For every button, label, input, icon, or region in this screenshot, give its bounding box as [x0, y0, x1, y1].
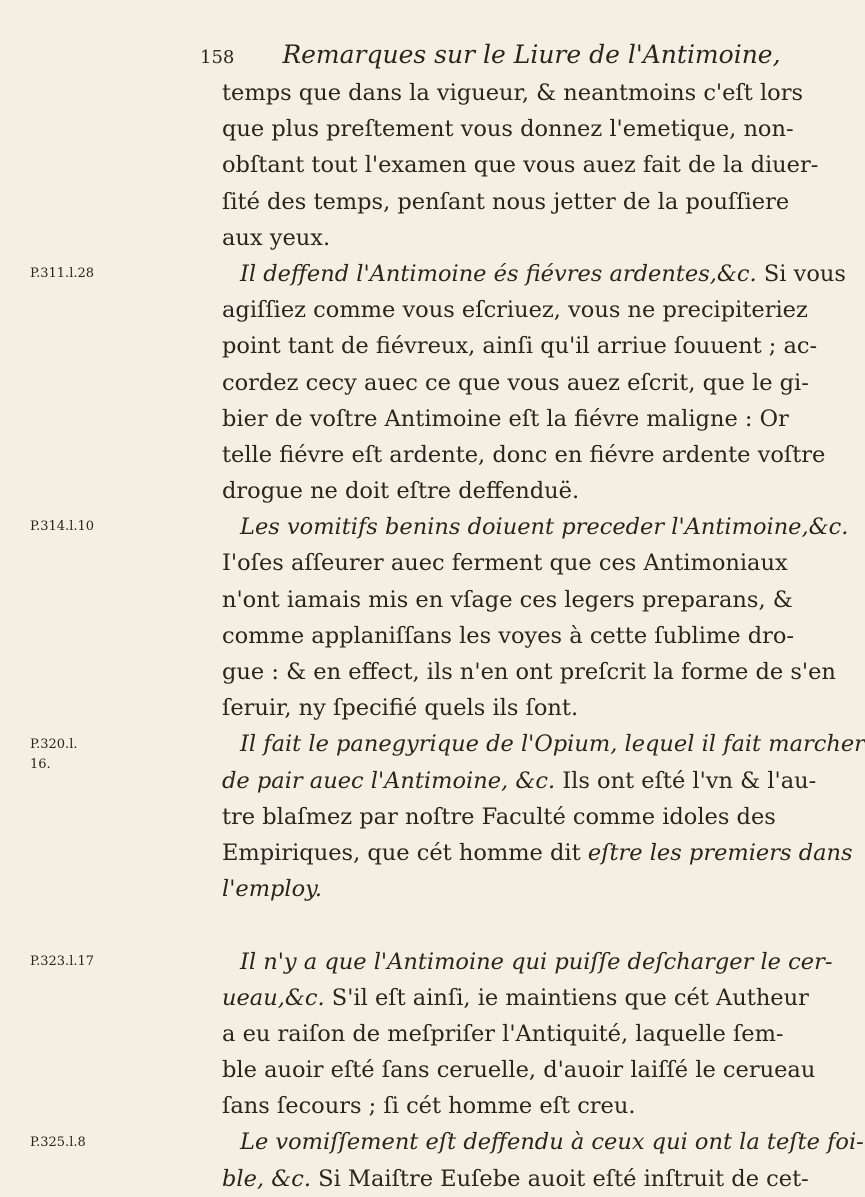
italic-segment: Il deffend l'Antimoine és fiévres ardentes,&c. — [240, 260, 757, 287]
margin-reference: P.323.l.17 — [30, 953, 95, 969]
body-text — [222, 75, 865, 1197]
italic-segment: eſtre les premiers dans — [587, 839, 853, 866]
italic-segment: Les vomitifs benins doiuent preceder l'Antimoine,&c. — [240, 514, 849, 541]
text-line — [240, 1124, 864, 1160]
text-line — [222, 763, 817, 799]
text-line — [240, 256, 846, 292]
text-segment: gue : & en effect, ils n'en ont preſcrit la forme de s'en — [222, 659, 836, 685]
text-segment: ble auoir eſté ſans ceruelle, d'auoir laiſſé le cerueau — [222, 1057, 816, 1084]
text-line — [222, 184, 790, 220]
text-line — [222, 473, 782, 509]
margin-reference: P.314.l.10 — [30, 519, 95, 535]
italic-segment: ueau,&c. — [222, 984, 325, 1011]
text-line — [222, 1088, 782, 1124]
text-segment: point tant de fiévreux, ainſi qu'il arriue ſouuent ; ac- — [222, 333, 818, 360]
italic-segment: de pair auec l'Antimoine, &c. — [222, 767, 556, 794]
text-line — [222, 835, 853, 871]
text-segment: a eu raiſon de meſpriſer l'Antiquité, laquelle ſem- — [222, 1020, 784, 1047]
margin-reference: P.311.l.28 — [30, 266, 95, 281]
running-header — [200, 40, 781, 73]
text-line — [222, 871, 782, 907]
text-segment: ſans ſecours ; ſi cét homme eſt creu. — [222, 1093, 636, 1120]
text-line — [222, 1052, 816, 1088]
text-line — [222, 437, 826, 473]
text-line — [222, 220, 782, 256]
text-line — [222, 147, 819, 183]
text-segment: n'ont iamais mis en vſage ces legers preparans, & — [222, 586, 793, 613]
text-segment: obſtant tout l'examen que vous auez fait de la diuer- — [222, 152, 819, 179]
text-segment: drogue ne doit eſtre deffenduë. — [222, 478, 580, 505]
text-segment: Si Maiſtre Euſebe auoit eſté inſtruit de cet- — [311, 1165, 809, 1192]
text-segment: Empiriques, que cét homme dit — [222, 839, 588, 866]
page-number: 158 — [200, 47, 235, 68]
text-segment: aux yeux. — [222, 224, 331, 251]
text-segment: ſité des temps, penſant nous jetter de la pouſſiere — [222, 188, 790, 215]
text-line — [222, 545, 788, 581]
italic-segment: l'employ. — [222, 876, 323, 903]
text-line — [222, 292, 808, 328]
text-segment: telle fiévre eſt ardente, donc en fiévre ardente voſtre — [222, 441, 826, 468]
text-segment: ſeruir, ny ſpecifié quels ils ſont. — [222, 695, 579, 722]
margin-reference: P.325.l.8 — [30, 1134, 86, 1150]
text-line — [240, 726, 865, 762]
text-line — [222, 907, 782, 943]
text-line — [222, 980, 809, 1016]
text-segment: Si vous — [756, 260, 846, 287]
text-line — [222, 690, 782, 726]
italic-segment: Le vomiſſement eſt deffendu à ceux qui ont la teſte foi- — [240, 1129, 864, 1156]
text-segment: agiſſiez comme vous eſcriuez, vous ne precipiteriez — [222, 297, 808, 324]
text-line — [222, 582, 793, 618]
text-line — [222, 365, 809, 401]
text-line — [240, 944, 833, 980]
text-line — [222, 1161, 809, 1197]
text-line — [240, 509, 849, 545]
text-segment: S'il eſt ainſi, ie maintiens que cét Autheur — [324, 984, 809, 1011]
text-segment: temps que dans la vigueur, & neantmoins c'eſt lors — [222, 80, 803, 106]
text-segment: que plus preſtement vous donnez l'emetique, non- — [222, 116, 794, 143]
text-line — [222, 328, 818, 364]
text-segment: bier de voſtre Antimoine eſt la fiévre maligne : Or — [222, 405, 789, 432]
italic-segment: Il n'y a que l'Antimoine qui puiſſe deſcharger le cer- — [240, 948, 833, 975]
text-segment: cordez cecy auec ce que vous auez eſcrit, que le gi- — [222, 369, 809, 396]
text-segment: Ils ont eſté l'vn & l'au- — [555, 767, 817, 794]
italic-segment: Il fait le panegyrique de l'Opium, lequel il fait marcher — [240, 731, 865, 758]
text-segment: comme applaniſſans les voyes à cette ſublime dro- — [222, 622, 795, 649]
text-segment: I'oſes aſſeurer auec ferment que ces Antimoniaux — [222, 550, 788, 577]
text-line — [222, 75, 803, 111]
margin-reference: 16. — [30, 756, 51, 772]
text-line — [222, 111, 794, 147]
italic-segment: ble, &c. — [222, 1165, 312, 1192]
text-segment: tre blaſmez par noſtre Faculté comme idoles des — [222, 803, 776, 830]
text-line — [222, 401, 789, 437]
text-line — [222, 654, 836, 690]
text-line — [222, 618, 795, 654]
text-line — [222, 1016, 782, 1052]
text-line — [222, 799, 782, 835]
running-title: Remarques sur le Liure de l'Antimoine, — [282, 40, 781, 69]
margin-reference: P.320.l. — [30, 736, 78, 752]
